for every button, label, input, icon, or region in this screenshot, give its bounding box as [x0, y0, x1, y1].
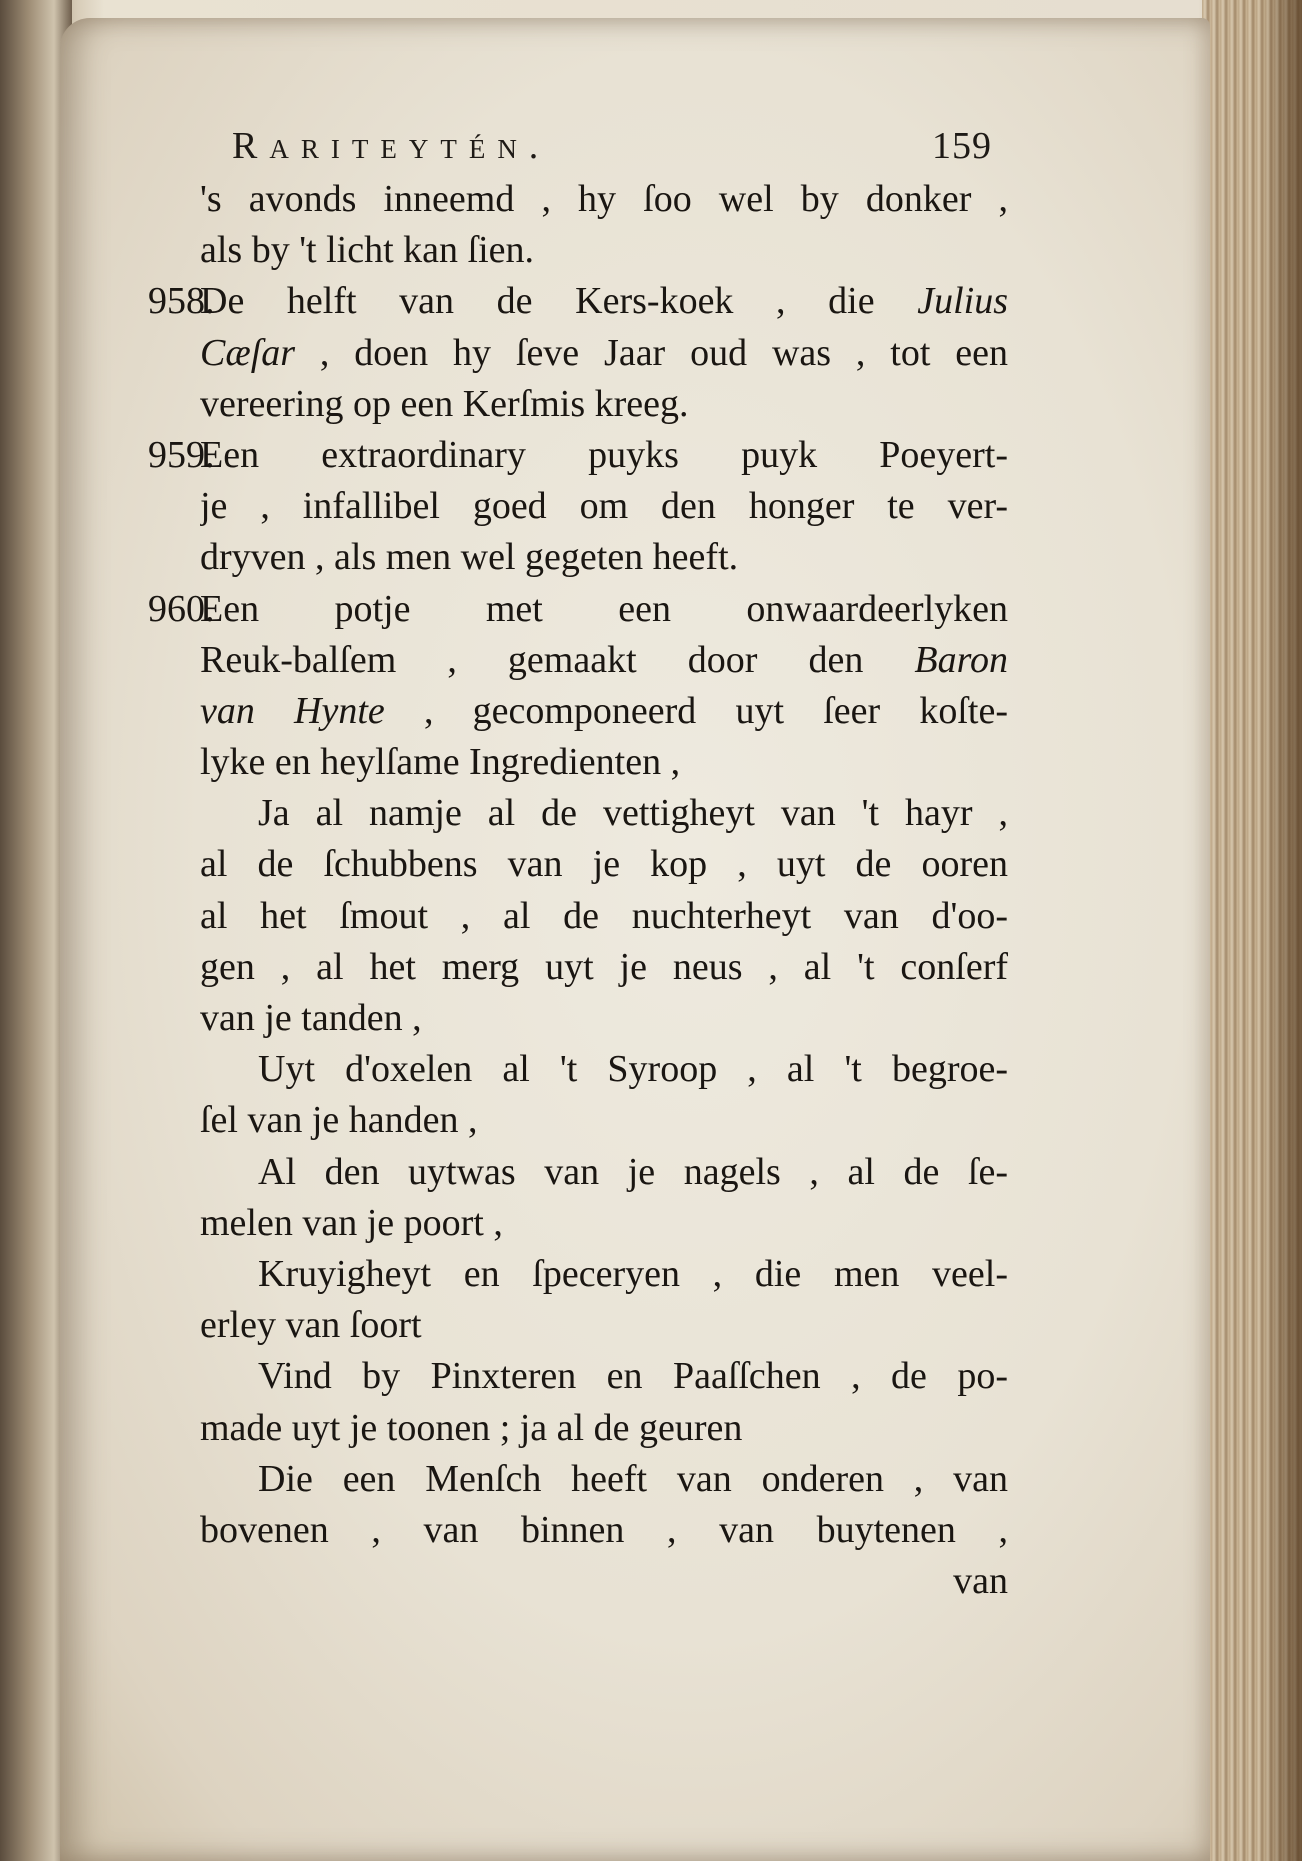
- line-content: [200, 276, 1008, 327]
- line-text: Uyt d'oxelen al 't Syroop , al 't begroe-: [258, 1048, 1008, 1091]
- text-line: [148, 1300, 1008, 1351]
- line-text: Reuk-balſem , gemaakt door den: [200, 638, 915, 681]
- text-line: [148, 788, 1008, 839]
- line-content: [200, 1095, 1008, 1146]
- line-text: Een potje met een onwaardeerlyken: [200, 587, 1008, 630]
- line-text: gen , al het merg uyt je neus , al 't conſerf: [200, 945, 1008, 988]
- text-line: [148, 1095, 1008, 1146]
- text-line: [148, 1147, 1008, 1198]
- text-line: [148, 1198, 1008, 1249]
- text-line: [148, 1044, 1008, 1095]
- text-line: [148, 635, 1008, 686]
- line-text: al de ſchubbens van je kop , uyt de ooren: [200, 843, 1008, 886]
- line-text: made uyt je toonen ; ja al de geuren: [200, 1406, 743, 1449]
- italic-name: van Hynte: [200, 689, 385, 732]
- running-title: Rariteytén.: [232, 125, 551, 167]
- line-content: [258, 1044, 1008, 1095]
- line-text: De helft van de Kers-koek , die: [200, 280, 918, 323]
- page-text: [148, 174, 1008, 1607]
- text-line: [148, 891, 1008, 942]
- line-content: [200, 225, 1008, 276]
- line-content: [200, 1300, 1008, 1351]
- spine-shadow: [1262, 0, 1302, 1861]
- text-line: [148, 1505, 1008, 1556]
- line-content: [200, 481, 1008, 532]
- line-text: 's avonds inneemd , hy ſoo wel by donker ,: [200, 178, 1008, 220]
- line-content: [258, 1147, 1008, 1198]
- line-content: [200, 532, 1008, 583]
- line-content: [200, 1403, 1008, 1454]
- line-content: [258, 788, 1008, 839]
- item-number: 958.: [148, 280, 215, 323]
- text-line: [148, 993, 1008, 1044]
- text-line: [148, 328, 1008, 379]
- line-content: [258, 1454, 1008, 1505]
- line-text: Vind by Pinxteren en Paaſſchen , de po-: [258, 1355, 1008, 1398]
- line-text: , doen hy ſeve Jaar oud was , tot een: [295, 331, 1008, 374]
- text-line: [148, 174, 1008, 225]
- line-text: bovenen , van binnen , van buytenen ,: [200, 1508, 1008, 1551]
- line-content: [200, 174, 1008, 225]
- text-line: [148, 686, 1008, 737]
- text-line: [148, 481, 1008, 532]
- line-text: Ja al namje al de vettigheyt van 't hayr ,: [258, 792, 1008, 835]
- line-text: van je tanden ,: [200, 997, 422, 1039]
- line-content: [200, 1505, 1008, 1556]
- page-number: 159: [932, 125, 992, 167]
- line-content: [200, 430, 1008, 481]
- text-line: [148, 1454, 1008, 1505]
- line-content: [200, 686, 1008, 737]
- italic-name: Cæſar: [200, 331, 296, 374]
- line-content: [200, 942, 1008, 993]
- line-text: Een extraordinary puyks puyk Poeyert-: [200, 433, 1008, 476]
- text-line: [148, 839, 1008, 890]
- line-content: [258, 1351, 1008, 1402]
- line-content: [200, 737, 1008, 788]
- line-text: Die een Menſch heeft van onderen , van: [258, 1457, 1008, 1500]
- line-text: al het ſmout , al de nuchterheyt van d'oo-: [200, 894, 1008, 937]
- text-line: [148, 737, 1008, 788]
- italic-name: Baron: [914, 638, 1008, 681]
- line-text: dryven , als men wel gegeten heeft.: [200, 536, 739, 579]
- text-line: [148, 225, 1008, 276]
- line-text: Al den uytwas van je nagels , al de ſe-: [258, 1150, 1008, 1193]
- text-line: [148, 1249, 1008, 1300]
- text-line: [148, 584, 1008, 635]
- line-content: [258, 1249, 1008, 1300]
- line-content: [200, 328, 1008, 379]
- line-text: vereering op een Kerſmis kreeg.: [200, 382, 689, 425]
- text-line: [148, 379, 1008, 430]
- line-text: lyke en heylſame Ingredienten ,: [200, 741, 681, 784]
- text-line: [148, 532, 1008, 583]
- line-text: melen van je poort ,: [200, 1201, 503, 1244]
- line-content: [200, 635, 1008, 686]
- line-text: als by 't licht kan ſien.: [200, 229, 535, 272]
- line-content: [200, 839, 1008, 890]
- item-number: 960.: [148, 587, 215, 630]
- text-line: [148, 1351, 1008, 1402]
- line-content: [200, 379, 1008, 430]
- catchword-line: [148, 1556, 1008, 1607]
- line-text: , gecomponeerd uyt ſeer koſte-: [384, 689, 1008, 732]
- line-text: erley van ſoort: [200, 1304, 422, 1347]
- line-content: [200, 584, 1008, 635]
- italic-name: Julius: [917, 280, 1008, 323]
- line-text: Kruyigheyt en ſpeceryen , die men veel-: [258, 1252, 1008, 1295]
- text-line: [148, 942, 1008, 993]
- line-content: [200, 1198, 1008, 1249]
- line-content: [200, 891, 1008, 942]
- line-text: ſel van je handen ,: [200, 1099, 478, 1142]
- text-line: [148, 430, 1008, 481]
- line-text: je , infallibel goed om den honger te ver-: [200, 485, 1008, 528]
- text-line: [148, 1403, 1008, 1454]
- line-content: [200, 993, 1008, 1044]
- text-line: [148, 276, 1008, 327]
- item-number: 959.: [148, 433, 215, 476]
- catchword: van: [953, 1560, 1008, 1603]
